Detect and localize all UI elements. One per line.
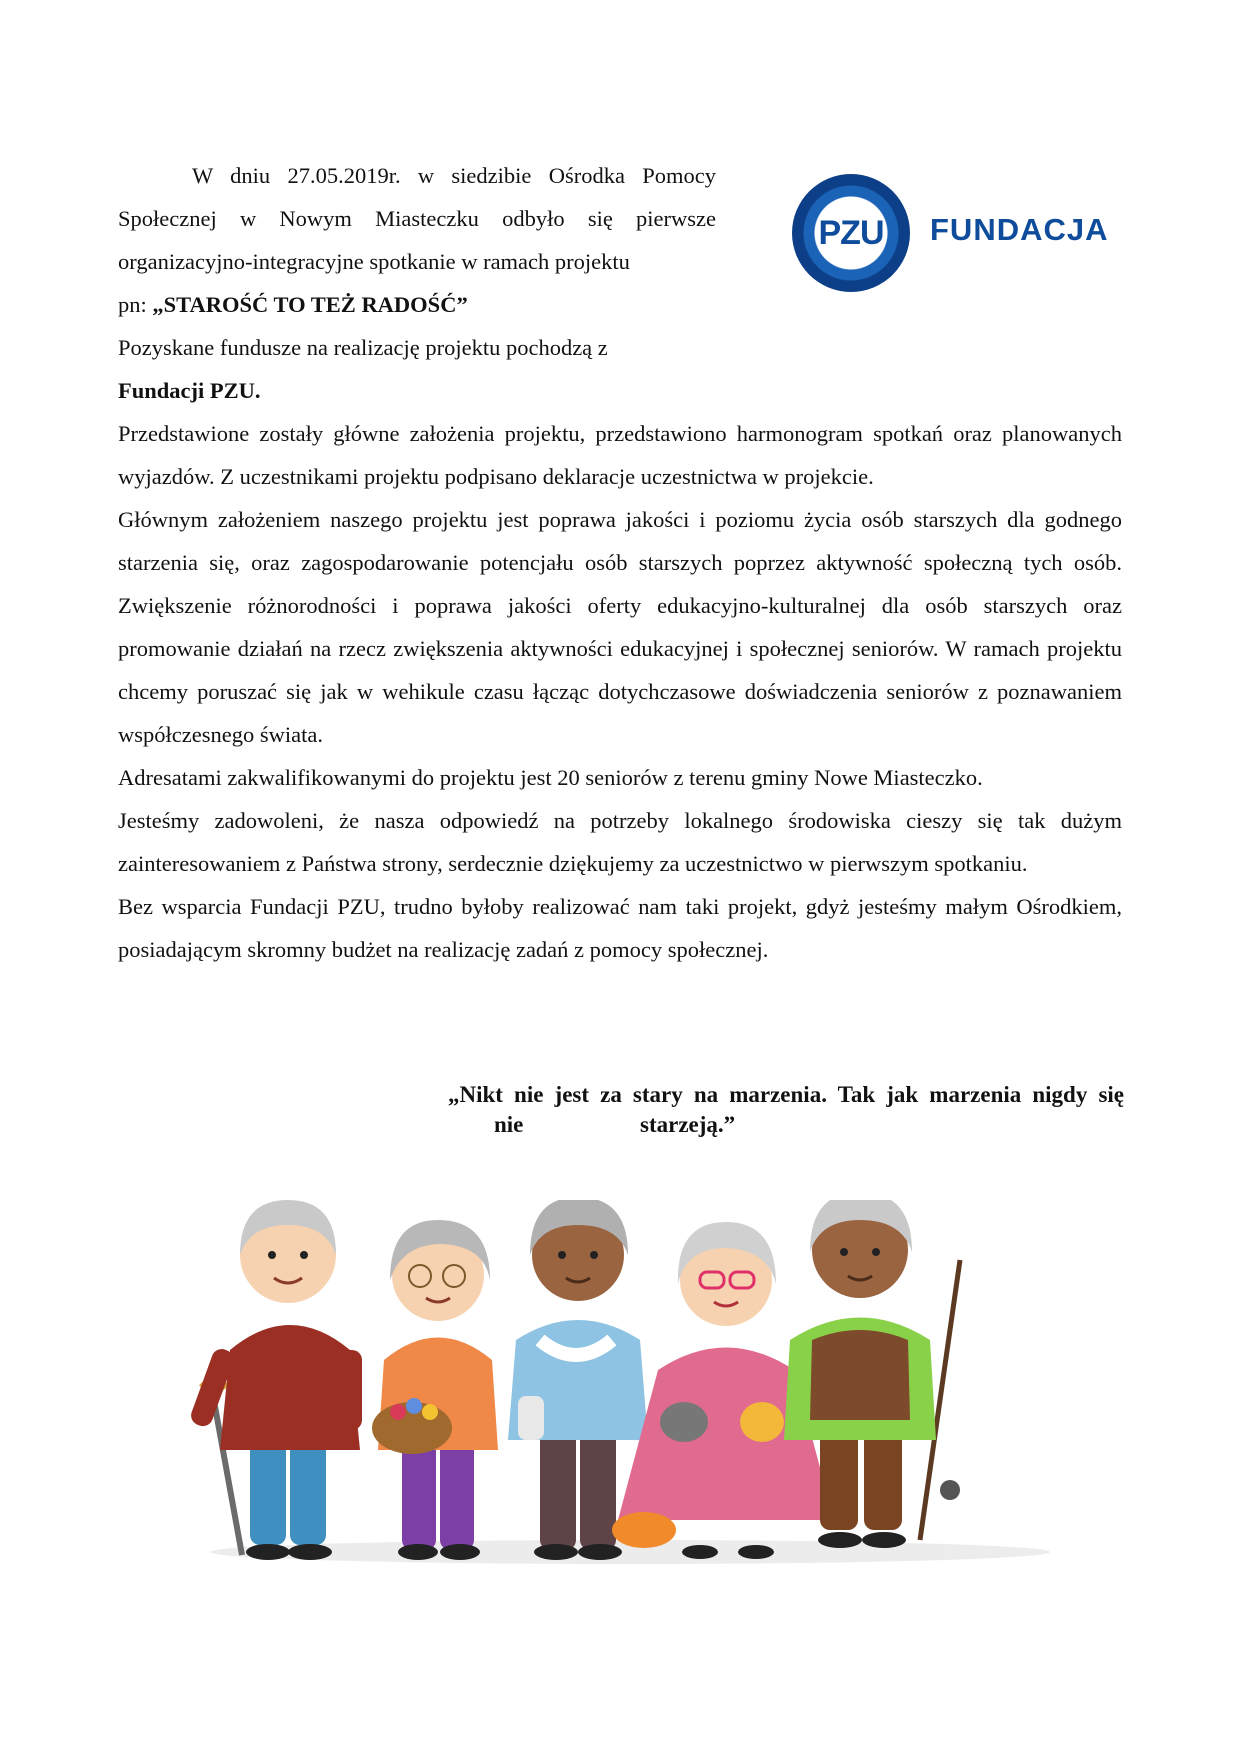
intro-paragraph: W dniu 27.05.2019r. w siedzibie Ośrodka Pomocy Społecznej w Nowym Miasteczku odbyło się pierwsze organizacyjno-integracyjne spotkanie w ramach projektu <box>118 163 716 274</box>
quote-line-2b: starzeją.” <box>640 1112 736 1137</box>
quote-line-2 <box>448 1110 1124 1140</box>
body-paragraph: Przedstawione zostały główne założenia projektu, przedstawiono harmonogram spotkań oraz planowanych wyjazdów. Z uczestnikami projektu podpisano deklaracje uczestnictwa w projekcie. <box>118 421 1122 489</box>
body-paragraph: Jesteśmy zadowoleni, że nasza odpowiedź na potrzeby lokalnego środowiska cieszy się tak dużym zainteresowaniem z Państwa strony, serdecznie dziękujemy za uczestnictwo w pierwszym spotkaniu. <box>118 808 1122 876</box>
project-prefix: pn: <box>118 292 153 317</box>
funding-source-name: Fundacji PZU. <box>118 378 261 403</box>
closing-quote <box>448 1080 1124 1140</box>
body-section <box>118 412 1122 971</box>
pzu-logo-mark: PZU <box>818 214 884 252</box>
quote-line-1: „Nikt nie jest za stary na marzenia. Tak jak marzenia nigdy się <box>448 1082 1124 1107</box>
senior-with-cane <box>188 1200 362 1560</box>
body-paragraph: Adresatami zakwalifikowanymi do projektu jest 20 seniorów z terenu gminy Nowe Miasteczko. <box>118 765 983 790</box>
quote-line-2a: nie <box>494 1112 524 1137</box>
funding-source <box>118 369 716 412</box>
seniors-illustration <box>170 1200 1090 1580</box>
body-paragraph: Głównym założeniem naszego projektu jest poprawa jakości i poziomu życia osób starszych dla godnego starzenia się, oraz zagospodarowanie potencjału osób starszych poprzez aktywność społeczną tych osób. Zwiększenie różnorodności i poprawa jakości oferty edukacyjno-kulturalnej dla osób starszych oraz promowanie działań na rzecz zwiększenia aktywności edukacyjnej i społecznej seniorów. W ramach projektu chcemy poruszać się jak w wehikule czasu łącząc dotychczasowe doświadczenia seniorów z poznawaniem współczesnego świata. <box>118 507 1122 747</box>
body-paragraph: Bez wsparcia Fundacji PZU, trudno byłoby realizować nam taki projekt, gdyż jesteśmy małym Ośrodkiem, posiadającym skromny budżet na realizację zadań z pomocy społecznej. <box>118 894 1122 962</box>
project-line <box>118 283 716 326</box>
pzu-logo-word: FUNDACJA <box>930 212 1109 247</box>
pzu-fundacja-logo <box>792 174 1112 292</box>
funding-paragraph: Pozyskane fundusze na realizację projektu pochodzą z <box>118 335 608 360</box>
senior-with-basket <box>372 1220 498 1560</box>
intro-section <box>118 154 716 412</box>
project-name: „STAROŚĆ TO TEŻ RADOŚĆ” <box>152 292 468 317</box>
